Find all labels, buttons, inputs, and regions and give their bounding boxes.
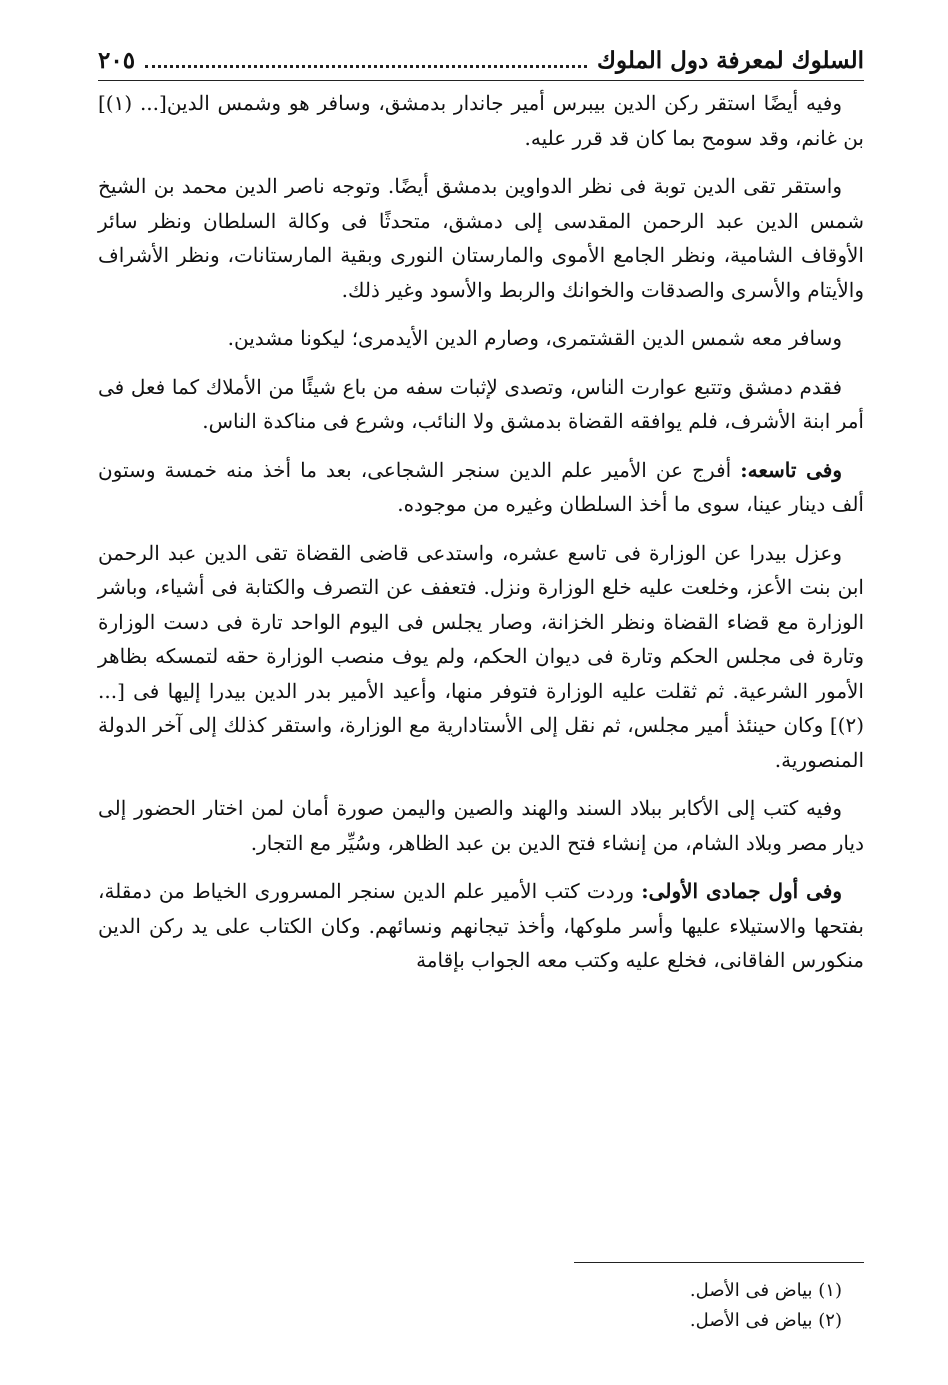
footnote-separator [574, 1262, 864, 1263]
paragraph [98, 536, 864, 778]
paragraph-text: وردت كتب الأمير علم الدين سنجر المسرورى الخياط من دمقلة، بفتحها والاستيلاء عليها وأسر ملوكها، وأخذ تيجانهم ونسائهم. وكان الكتاب على يد ركن الدين منكورس الفاقانى، فخلع عليه وكتب معه الجواب بإقامة [98, 879, 864, 972]
footnote-2: (٢) بياض فى الأصل. [689, 1310, 842, 1331]
paragraph-lead: وفى تاسعه: [740, 457, 842, 482]
paragraph-text: وعزل بيدرا عن الوزارة فى تاسع عشره، واستدعى قاضى القضاة تقى الدين عبد الرحمن ابن بنت الأعز، وخلعت عليه خلع الوزارة ونزل. فتعفف عن التصرف والكتابة فى أشياء، وباشر الوزارة مع قضاء القضاة ونظر الخزانة، وصار يجلس فى اليوم الواحد تارة فى دست الوزارة وتارة فى مجلس الحكم وتارة فى ديوان الحكم، ولم يوف منصب الوزارة حقه لتمسكه بظاهر الأمور الشرعية. ثم ثقلت عليه الوزارة فتوفر منها، وأعيد الأمير بدر الدين بيدرا إليها فى [... (٢)] وكان حينئذ أمير مجلس، ثم نقل إلى الأستادارية مع الوزارة، واستقر كذلك إلى آخر الدولة المنصورية. [98, 540, 864, 772]
paragraph-text: فقدم دمشق وتتبع عوارت الناس، وتصدى لإثبات سفه من باع شيئًا من الأملاك كما فعل فى أمر ابنة الأشرف، فلم يوافقه القضاة بدمشق ولا النائب، وشرع فى مناكدة الناس. [98, 374, 864, 433]
paragraph-text: وفيه أيضًا استقر ركن الدين بيبرس أمير جاندار بدمشق، وسافر هو وشمس الدين[... (١)] بن غانم، وقد سومح بما كان قد قرر عليه. [98, 91, 864, 150]
footnote-1: (١) بياض فى الأصل. [689, 1280, 842, 1301]
main-text [98, 86, 864, 992]
paragraph-text: أفرج عن الأمير علم الدين سنجر الشجاعى، بعد ما أخذ منه خمسة وستون ألف دينار عينا، سوى ما أخذ السلطان وغيره من موجوده. [98, 457, 864, 516]
paragraph-lead: وفى أول جمادى الأولى: [641, 879, 843, 903]
paragraph [98, 370, 864, 439]
paragraph [98, 86, 864, 155]
paragraph-text: واستقر تقى الدين توبة فى نظر الدواوين بدمشق أيضًا. وتوجه ناصر الدين محمد بن الشيخ شمس الدين عبد الرحمن المقدسى إلى دمشق، متحدثًا فى وكالة السلطان ونظر سائر الأوقاف الشامية، ونظر الجامع الأموى والمارستان النورى وبقية المارستانات، ونظر الأشراف والأيتام والأسرى والصدقات والخوانك والربط والأسود وغير ذلك. [98, 174, 864, 302]
page-number: ٢٠٥ [98, 46, 136, 74]
book-title: السلوك لمعرفة دول الملوك [596, 46, 864, 74]
leader-dots [145, 65, 587, 68]
paragraph [98, 321, 864, 356]
running-header [98, 40, 864, 81]
footnotes [442, 1276, 842, 1336]
paragraph-text: وسافر معه شمس الدين القشتمرى، وصارم الدين الأيدمرى؛ ليكونا مشدين. [227, 326, 842, 350]
paragraph [98, 874, 864, 978]
paragraph [98, 791, 864, 860]
paragraph-text: وفيه كتب إلى الأكابر ببلاد السند والهند والصين واليمن صورة أمان لمن اختار الحضور إلى ديار مصر وبلاد الشام، من إنشاء فتح الدين بن عبد الظاهر، وسُيِّر مع التجار. [98, 796, 864, 855]
paragraph [98, 169, 864, 307]
paragraph [98, 453, 864, 522]
